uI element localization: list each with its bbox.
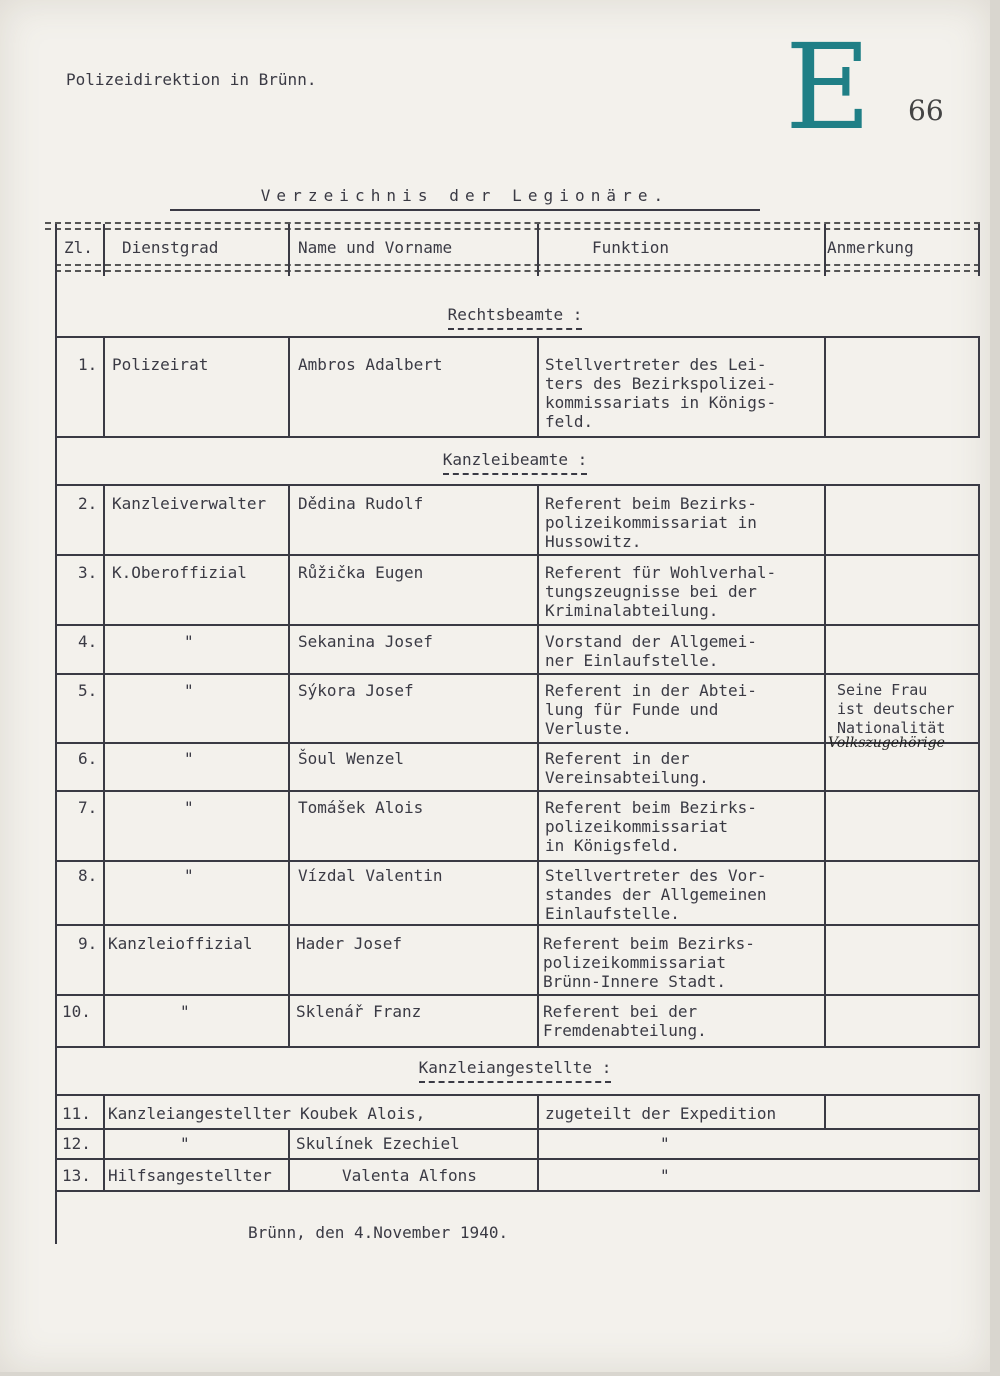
col-header-name: Name und Vorname — [298, 238, 453, 257]
table-row-3-rank: K.Oberoffizial — [112, 563, 247, 582]
document-date-line: Brünn, den 4.November 1940. — [248, 1223, 509, 1242]
table-row-7-rank: " — [184, 798, 194, 817]
table-row-2-nr: 2. — [78, 494, 98, 513]
table-row-4-name: Sekanina Josef — [298, 632, 433, 651]
header-bottom-rule-2 — [55, 270, 980, 272]
table-row-9-function: Referent beim Bezirks- polizeikommissariat Brünn-Innere Stadt. — [543, 934, 755, 991]
header-bottom-rule — [55, 264, 980, 266]
table-row-12-function: " — [660, 1134, 670, 1153]
table-row-6-name: Šoul Wenzel — [298, 749, 404, 768]
table-row-7-function: Referent beim Bezirks- polizeikommissariat in Königsfeld. — [545, 798, 757, 855]
table-row-2-name: Dědina Rudolf — [298, 494, 424, 513]
table-row-7-name: Tomášek Alois — [298, 798, 424, 817]
document-title: Verzeichnis der Legionäre. — [170, 186, 760, 211]
table-row-3-name: Růžička Eugen — [298, 563, 424, 582]
table-top-rule-2 — [45, 228, 980, 230]
section-heading-kanzleiangestellte: Kanzleiangestellte : — [55, 1058, 975, 1083]
table-row-6-function: Referent in der Vereinsabteilung. — [545, 749, 709, 787]
table-row-11-nr: 11. — [62, 1104, 91, 1123]
col-divider-4-head — [824, 224, 826, 276]
col-divider-1-head — [103, 224, 105, 276]
stamp-letter: E — [785, 18, 872, 156]
table-row-8-name: Vízdal Valentin — [298, 866, 443, 885]
table-row-12-nr: 12. — [62, 1134, 91, 1153]
table-row-4-nr: 4. — [78, 632, 98, 651]
table-row-13-nr: 13. — [62, 1166, 91, 1185]
table-row-2-function: Referent beim Bezirks- polizeikommissariat in Hussowitz. — [545, 494, 757, 551]
table-row-1-name: Ambros Adalbert — [298, 355, 443, 374]
table-row-3-function: Referent für Wohlverhal- tungszeugnisse bei der Kriminalabteilung. — [545, 563, 777, 620]
table-row-11-rank: Kanzleiangestellter — [108, 1104, 292, 1123]
table-row-11-name: Koubek Alois, — [300, 1104, 426, 1123]
table-row-5-nr: 5. — [78, 681, 98, 700]
table-row-9-rank: Kanzleioffizial — [108, 934, 253, 953]
table-row-3-nr: 3. — [78, 563, 98, 582]
col-header-function: Funktion — [592, 238, 670, 257]
table-row-9-name: Hader Josef — [296, 934, 402, 953]
table-row-1-nr: 1. — [78, 355, 98, 374]
table-row-13-rank: Hilfsangestellter — [108, 1166, 272, 1185]
table-row-5-function: Referent in der Abtei- lung für Funde und Verluste. — [545, 681, 757, 738]
table-row-5-note: Seine Frau ist deutscher Nationalität — [837, 681, 955, 737]
table-row-6-rank: " — [184, 749, 194, 768]
page-number: 66 — [908, 94, 944, 127]
col-header-rank: Dienstgrad — [122, 238, 219, 257]
section-heading-rechtsbeamte: Rechtsbeamte : — [55, 305, 975, 330]
table-right-border-head — [978, 224, 980, 276]
table-row-5-name: Sýkora Josef — [298, 681, 414, 700]
table-row-8-function: Stellvertreter des Vor- standes der Allgemeinen Einlaufstelle. — [545, 866, 767, 923]
table-row-8-rank: " — [184, 866, 194, 885]
table-row-6-nr: 6. — [78, 749, 98, 768]
section-heading-kanzleibeamte: Kanzleibeamte : — [55, 450, 975, 475]
issuing-office: Polizeidirektion in Brünn. — [66, 70, 317, 89]
table-row-2-rank: Kanzleiverwalter — [112, 494, 267, 513]
table-row-1-rank: Polizeirat — [112, 355, 209, 374]
table-row-10-function: Referent bei der Fremdenabteilung. — [543, 1002, 707, 1040]
table-row-13-name: Valenta Alfons — [342, 1166, 477, 1185]
table-left-border — [55, 224, 57, 1244]
table-row-4-function: Vorstand der Allgemei- ner Einlaufstelle. — [545, 632, 757, 670]
table-row-11-function: zugeteilt der Expedition — [545, 1104, 777, 1123]
table-row-1-function: Stellvertreter des Lei- ters des Bezirkspolizei- kommissariats in Königs- feld. — [545, 355, 777, 431]
table-row-7-nr: 7. — [78, 798, 98, 817]
row-rule — [55, 336, 980, 338]
table-row-4-rank: " — [184, 632, 194, 651]
table-top-rule — [45, 222, 980, 224]
col-header-note: Anmerkung — [827, 238, 914, 257]
table-row-5-rank: " — [184, 681, 194, 700]
col-divider-3-head — [537, 224, 539, 276]
table-row-13-function: " — [660, 1166, 670, 1185]
handwritten-note: Volkszugehörige — [828, 735, 945, 751]
table-row-10-name: Sklenář Franz — [296, 1002, 422, 1021]
col-header-nr: Zl. — [64, 238, 93, 257]
table-row-9-nr: 9. — [78, 934, 98, 953]
table-row-8-nr: 8. — [78, 866, 98, 885]
table-row-12-rank: " — [180, 1134, 190, 1153]
col-divider-2-head — [288, 224, 290, 276]
table-row-10-rank: " — [180, 1002, 190, 1021]
table-row-10-nr: 10. — [62, 1002, 91, 1021]
table-row-12-name: Skulínek Ezechiel — [296, 1134, 460, 1153]
